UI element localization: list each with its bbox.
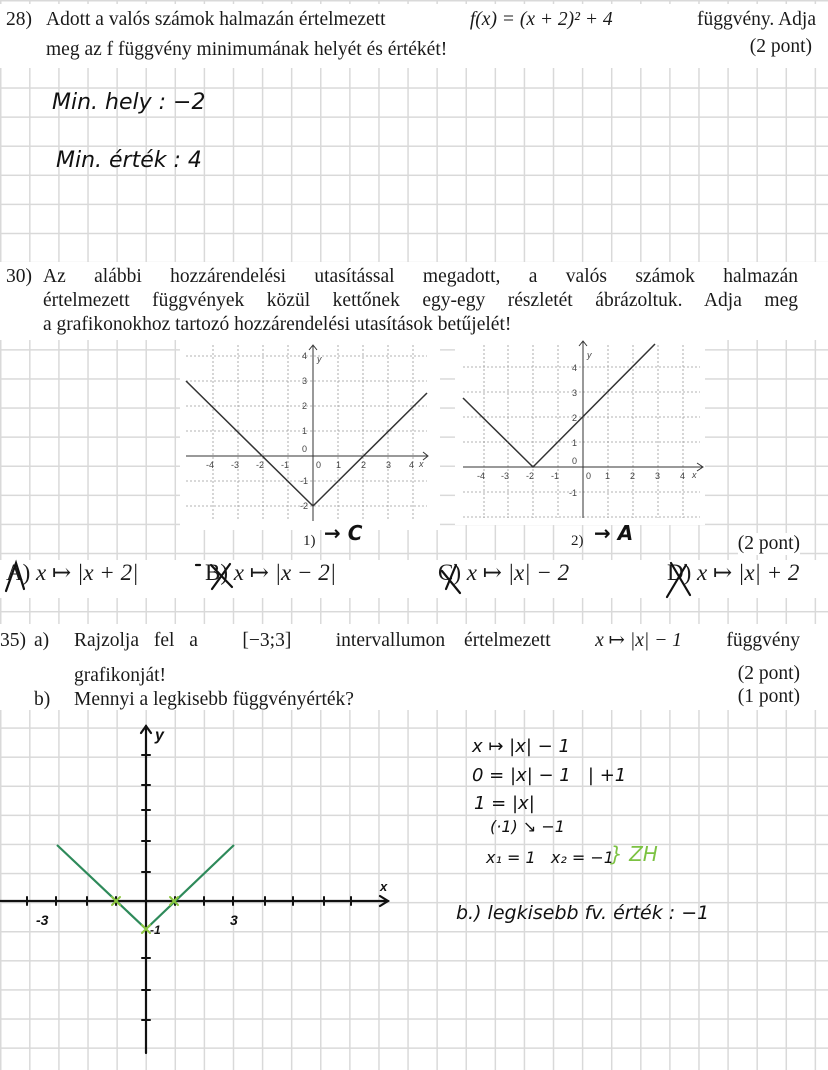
- p35-interval: [−3;3]: [242, 630, 292, 651]
- p28-answer-value: Min. érték : 4: [56, 148, 202, 173]
- p28-points: (2 pont): [749, 36, 812, 57]
- p30-line3: a grafikonokhoz tartozó hozzárendelési utasítások betűjelét!: [43, 314, 512, 335]
- svg-text:0: 0: [316, 460, 322, 470]
- svg-text:1: 1: [572, 438, 578, 448]
- svg-text:-4: -4: [206, 460, 215, 470]
- p35-part-b-points: (1 pont): [737, 686, 800, 707]
- svg-text:4: 4: [572, 363, 578, 373]
- p30-graph2-answer: → A: [594, 521, 634, 545]
- svg-text:-3: -3: [501, 471, 510, 481]
- p35-min-label: -1: [150, 923, 161, 937]
- p30-line2: értelmezett függvények közül kettőnek egy-egy részletét ábrázoltuk. Adja meg: [43, 290, 798, 311]
- svg-text:x: x: [419, 459, 424, 469]
- svg-text:4: 4: [302, 351, 308, 361]
- svg-text:2: 2: [302, 401, 308, 411]
- option-letter: A): [6, 560, 31, 585]
- svg-text:-1: -1: [300, 476, 309, 486]
- p28-line1-suffix: függvény. Adja: [697, 9, 816, 30]
- svg-text:3: 3: [655, 471, 661, 481]
- svg-text:0: 0: [586, 471, 592, 481]
- p30-graph1-caption: 1): [303, 533, 316, 549]
- p35-pos3-label: 3: [230, 912, 238, 928]
- p35-y-label: y: [155, 727, 164, 744]
- p30-line1: Az alábbi hozzárendelési utasítással megadott, a valós számok halmazán: [43, 266, 798, 287]
- p30-graph-1: [180, 340, 440, 530]
- p35-answer-b: b.) legkisebb fv. érték : −1: [456, 902, 710, 924]
- p35-hand-graph: [0, 710, 420, 1070]
- svg-text:2: 2: [630, 471, 636, 481]
- p35-neg3-label: -3: [36, 912, 49, 928]
- p35-part-a-line2: grafikonját!: [74, 665, 167, 686]
- svg-text:1: 1: [605, 471, 611, 481]
- p35-function: x ↦ |x| − 1: [595, 630, 682, 651]
- p28-formula: f(x) = (x + 2)² + 4: [469, 9, 613, 30]
- svg-text:0: 0: [572, 456, 578, 466]
- p35-a-suffix: függvény: [726, 630, 800, 651]
- p30-graph2-caption: 2): [571, 533, 584, 549]
- p35-work-line-4: (·1) ↘ −1: [490, 817, 565, 836]
- svg-text:4: 4: [409, 460, 415, 470]
- p30-graph-2: [455, 335, 705, 525]
- svg-text:1: 1: [302, 426, 308, 436]
- svg-text:-2: -2: [300, 501, 309, 511]
- p35-number: 35): [0, 630, 26, 651]
- p30-graph1-answer: → C: [324, 521, 363, 545]
- p28-number: 28): [6, 9, 32, 30]
- svg-text:-3: -3: [231, 460, 240, 470]
- option-expr: x ↦ |x + 2|: [36, 560, 139, 585]
- option-expr: x ↦ |x| + 2: [697, 560, 800, 585]
- p35-x-label: x: [380, 879, 388, 894]
- svg-text:y: y: [587, 350, 592, 360]
- p35-work-line-3: 1 = |x|: [474, 793, 535, 814]
- p28-line1-prefix: Adott a valós számok halmazán értelmezett: [46, 9, 386, 30]
- p30-points: (2 pont): [737, 533, 800, 554]
- p35-part-a-points: (2 pont): [737, 663, 800, 684]
- p30-number: 30): [6, 266, 32, 287]
- svg-text:2: 2: [572, 413, 578, 423]
- svg-text:3: 3: [386, 460, 392, 470]
- svg-text:-2: -2: [526, 471, 535, 481]
- p28-line2: meg az f függvény minimumának helyét és értékét!: [46, 39, 448, 60]
- svg-text:-1: -1: [551, 471, 560, 481]
- p28-answer-location: Min. hely : −2: [52, 90, 206, 115]
- p35-work-line-2: 0 = |x| − 1 | +1: [472, 765, 627, 786]
- svg-text:-2: -2: [256, 460, 265, 470]
- p28-line1: [46, 6, 816, 34]
- p35-a-mid: intervallumon értelmezett: [335, 630, 551, 651]
- p35-work-line-5: x₁ = 1 x₂ = −1: [486, 848, 614, 867]
- p35-zh-note: } ZH: [610, 842, 658, 866]
- svg-text:4: 4: [680, 471, 686, 481]
- option-letter: C): [438, 560, 461, 585]
- option-letter: D): [667, 560, 692, 585]
- p35-part-a-line1: [74, 627, 800, 655]
- svg-text:3: 3: [302, 376, 308, 386]
- p35-part-b-text: Mennyi a legkisebb függvényérték?: [74, 689, 354, 710]
- p35-part-b-label: b): [34, 689, 51, 710]
- p35-work-line-1: x ↦ |x| − 1: [472, 736, 570, 757]
- svg-text:x: x: [692, 470, 697, 480]
- option-strike-marks: [0, 555, 828, 605]
- option-expr: x ↦ |x| − 2: [466, 560, 570, 585]
- svg-text:1: 1: [336, 460, 342, 470]
- svg-text:0: 0: [302, 444, 308, 454]
- svg-text:-1: -1: [569, 488, 578, 498]
- p35-part-a-label: a): [34, 630, 50, 651]
- svg-text:3: 3: [572, 388, 578, 398]
- svg-text:2: 2: [361, 460, 367, 470]
- p35-a-prefix: Rajzolja fel a: [74, 630, 198, 651]
- svg-text:-1: -1: [281, 460, 290, 470]
- svg-text:-4: -4: [477, 471, 486, 481]
- svg-text:y: y: [317, 354, 322, 364]
- option-letter: B): [205, 560, 228, 585]
- option-expr: x ↦ |x − 2|: [233, 560, 337, 585]
